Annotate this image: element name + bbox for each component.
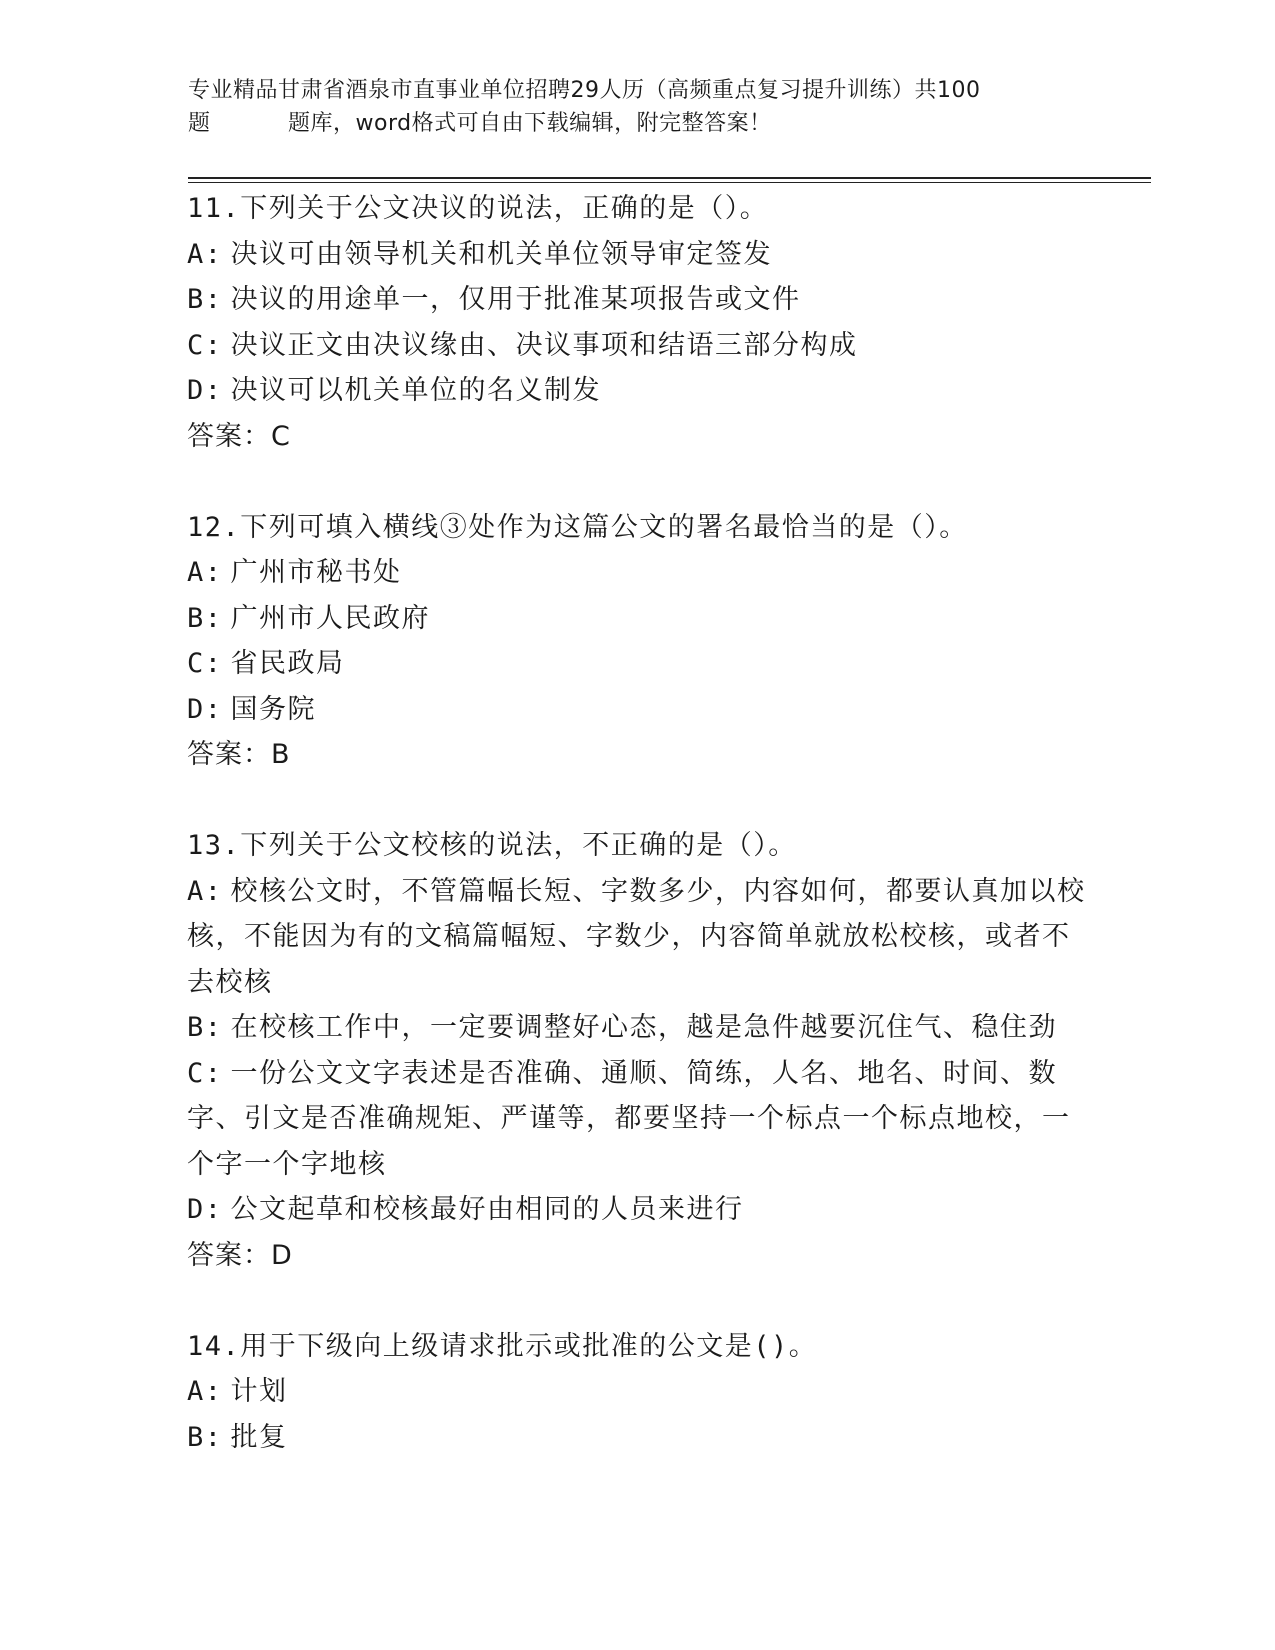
option-label: A: [187,1376,223,1407]
answer-line: 答案：B [187,739,291,770]
question-list [187,186,1087,1506]
option-label: C: [187,1057,223,1089]
option-a [187,232,1087,278]
option-text: 决议正文由决议缘由、决议事项和结语三部分构成 [230,329,858,361]
question-stem: 11.下列关于公文决议的说法，正确的是（）。 [187,193,769,224]
option-label: D: [187,693,223,725]
option-d [187,368,1087,414]
header-title-line2-lead: 题 [188,111,211,136]
header-title-line2-rest: 题库，word格式可自由下载编辑，附完整答案！ [288,111,772,136]
option-b [187,1005,1087,1051]
option-b [187,1415,1087,1461]
option-label: D: [187,1194,223,1225]
answer-line: 答案：D [187,1239,293,1271]
option-text: 计划 [230,1376,288,1407]
page-header [188,74,1068,140]
option-label: C: [187,648,223,679]
option-a [187,1369,1087,1415]
option-c [187,641,1087,687]
option-a [187,550,1087,596]
question-13 [187,823,1087,1278]
option-c [187,323,1087,369]
option-c [187,1051,1087,1188]
header-divider-thick [188,177,1151,179]
question-stem: 12.下列可填入横线③处作为这篇公文的署名最恰当的是（）。 [187,511,968,543]
option-label: D: [187,375,223,406]
option-label: A: [187,557,223,588]
option-b [187,277,1087,323]
question-stem: 13.下列关于公文校核的说法，不正确的是（）。 [187,830,797,861]
option-text: 决议可以机关单位的名义制发 [230,375,602,406]
question-stem: 14.用于下级向上级请求批示或批准的公文是()。 [187,1330,818,1362]
option-label: B: [187,1421,223,1453]
option-text: 公文起草和校核最好由相同的人员来进行 [230,1194,744,1225]
header-divider-thin [188,182,1151,183]
option-text: 广州市秘书处 [230,557,402,588]
option-label: B: [187,1012,223,1043]
option-d [187,1187,1087,1233]
option-text: 批复 [230,1421,288,1453]
option-text: 广州市人民政府 [230,602,431,634]
question-14 [187,1324,1087,1461]
option-text: 校核公文时，不管篇幅长短、字数多少，内容如何，都要认真加以校核，不能因为有的文稿篇幅短、字数少，内容简单就放松校核，或者不去校核 [187,875,1086,998]
option-label: B: [187,284,223,315]
option-text: 决议的用途单一，仅用于批准某项报告或文件 [230,284,801,315]
option-text: 在校核工作中，一定要调整好心态，越是急件越要沉住气、稳住劲 [230,1012,1058,1043]
question-12 [187,505,1087,778]
option-label: C: [187,329,223,361]
option-b [187,596,1087,642]
option-text: 一份公文文字表述是否准确、通顺、简练，人名、地名、时间、数字、引文是否准确规矩、严谨等，都要坚持一个标点一个标点地校，一个字一个字地核 [187,1057,1071,1180]
option-label: A: [187,875,223,907]
option-text: 国务院 [230,693,317,725]
option-a [187,869,1087,1006]
header-title-line2 [188,107,1068,140]
answer-line: 答案：C [187,420,291,452]
header-title-line1: 专业精品甘肃省酒泉市直事业单位招聘29人历（高频重点复习提升训练）共100 [188,78,981,103]
option-label: B: [187,602,223,634]
option-text: 省民政局 [230,648,345,679]
option-text: 决议可由领导机关和机关单位领导审定签发 [230,238,773,270]
option-d [187,687,1087,733]
question-11 [187,186,1087,459]
option-label: A: [187,238,223,270]
